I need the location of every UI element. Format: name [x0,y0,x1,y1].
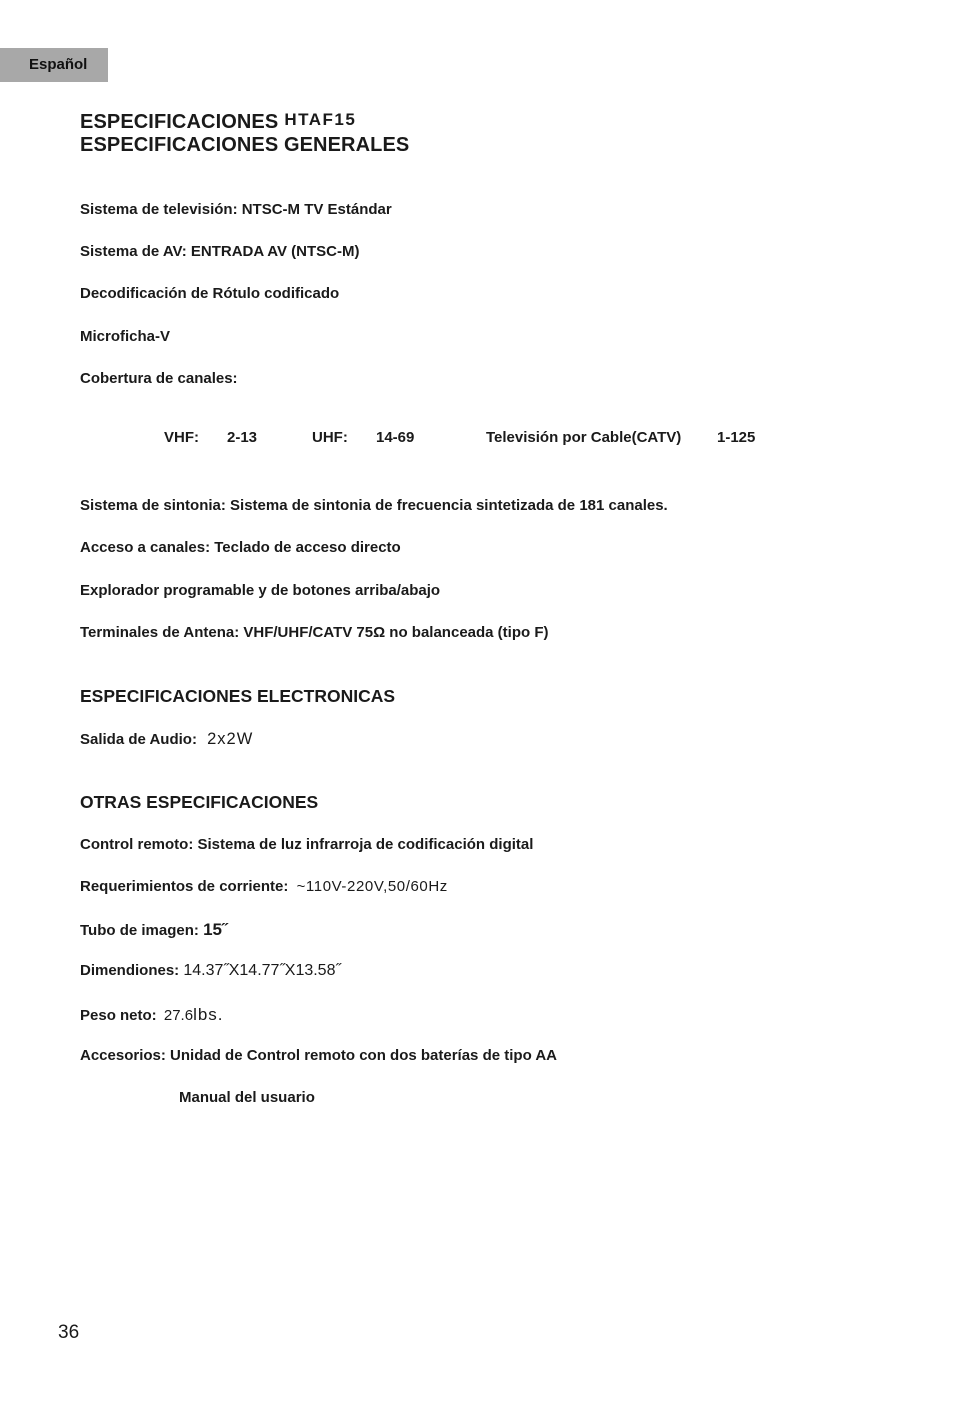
electronic-specs-heading: ESPECIFICACIONES ELECTRONICAS [80,686,396,706]
weight-label: Peso neto: [80,1007,157,1024]
dimensions-line [80,962,341,980]
uhf-label: UHF: [312,429,348,446]
vhf-value: 2-13 [227,429,258,446]
av-system-line: Sistema de AV: ENTRADA AV (NTSC-M) [80,243,360,260]
catv-label: Televisión por Cable(CATV) [486,429,682,446]
page-subtitle: ESPECIFICACIONES GENERALES [80,134,410,156]
weight-unit: lbs. [193,1005,224,1024]
model-number: HTAF15 [284,110,357,129]
weight-value: 27.6 [163,1007,194,1024]
tube-value: 15˝ [203,920,228,939]
language-tab: Español [0,48,108,82]
uhf-value: 14-69 [376,429,415,446]
tuning-system-line: Sistema de sintonia: Sistema de sintonia de frecuencia sintetizada de 181 canales. [80,497,668,514]
vchip-line: Microficha-V [80,328,171,345]
picture-tube-line [80,920,228,940]
tv-system-line: Sistema de televisión: NTSC-M TV Estándar [80,201,392,218]
title-block [80,111,409,156]
power-label: Requerimientos de corriente: [80,878,289,895]
caption-decoding-line: Decodificación de Rótulo codificado [80,285,340,302]
tube-label: Tubo de imagen: [80,922,199,939]
dimensions-label: Dimendiones: [80,962,180,979]
remote-control-line: Control remoto: Sistema de luz infrarroja de codificación digital [80,836,534,853]
audio-output-value: 2x2W [207,730,254,748]
channel-coverage-label: Cobertura de canales: [80,370,238,387]
page-title [80,111,409,134]
catv-value: 1-125 [717,429,756,446]
audio-output-label: Salida de Audio: [80,731,197,748]
antenna-line: Terminales de Antena: VHF/UHF/CATV 75Ω no balanceada (tipo F) [80,624,549,641]
dimensions-value: 14.37˝X14.77˝X13.58˝ [183,962,341,979]
scanner-line: Explorador programable y de botones arriba/abajo [80,582,441,599]
other-specs-heading: OTRAS ESPECIFICACIONES [80,792,319,812]
channel-access-line: Acceso a canales: Teclado de acceso directo [80,539,401,556]
power-requirements-line [80,878,448,895]
net-weight-line [80,1005,224,1025]
title-text: ESPECIFICACIONES [80,111,279,133]
vhf-label: VHF: [164,429,199,446]
audio-output-line [80,730,253,749]
accessories-line: Accesorios: Unidad de Control remoto con dos baterías de tipo AA [80,1047,558,1064]
page-number: 36 [58,1322,80,1343]
power-value: ~110V-220V,50/60Hz [296,878,448,895]
manual-line: Manual del usuario [179,1089,315,1106]
